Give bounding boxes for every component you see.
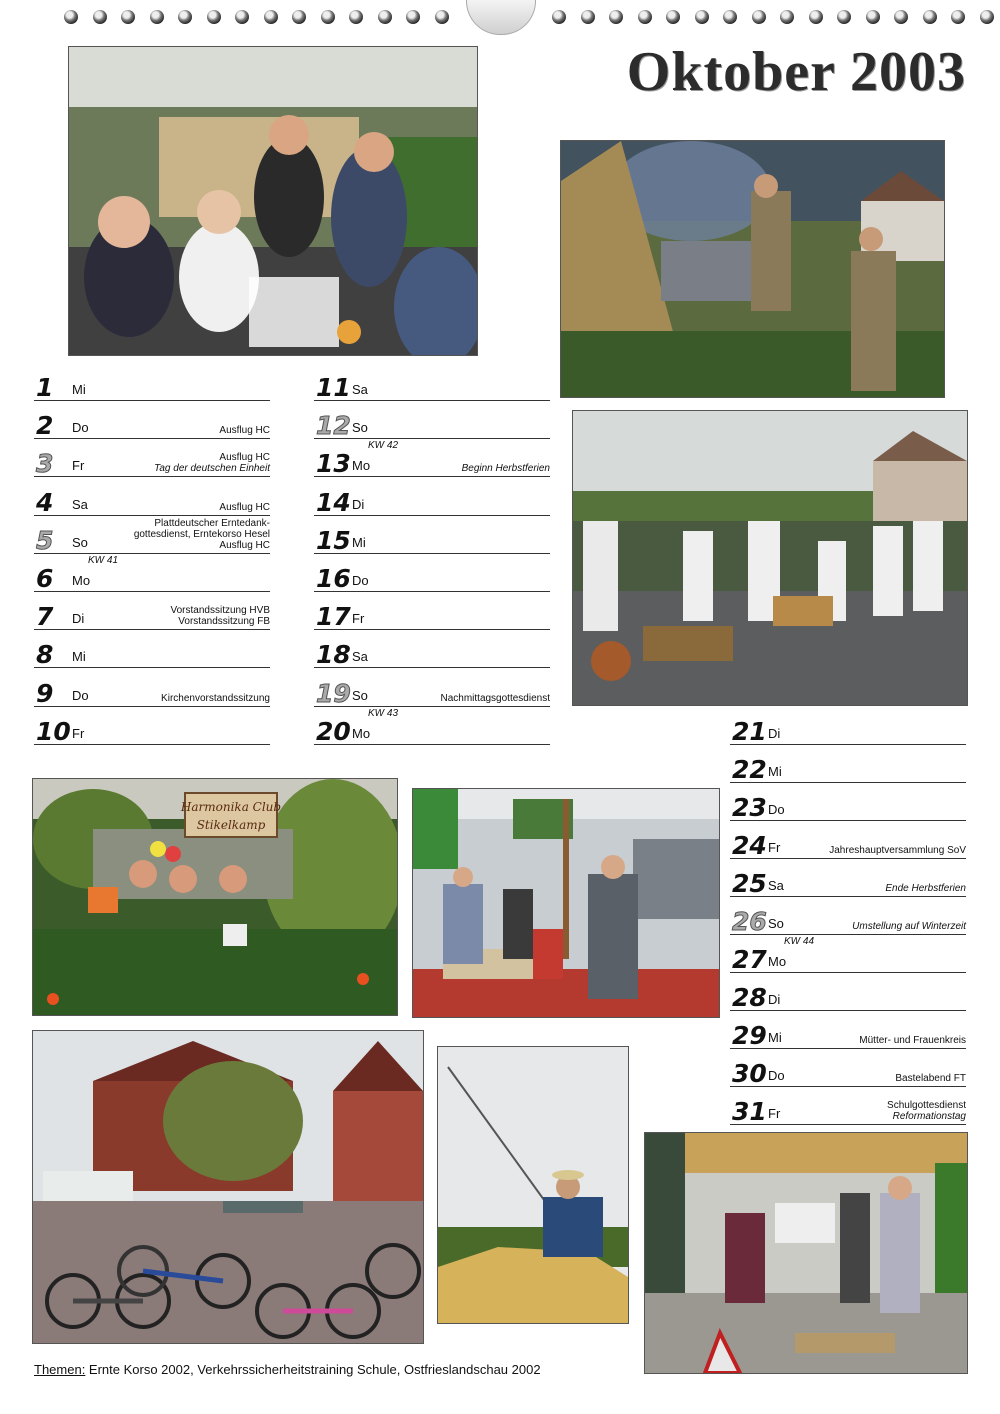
weekday: Di xyxy=(768,726,781,741)
day-number: 7 xyxy=(36,602,54,632)
event-text: Ausflug HC xyxy=(219,501,270,513)
day-row xyxy=(314,593,550,630)
themes-label: Themen: xyxy=(34,1362,86,1377)
day-number: 23 xyxy=(732,793,767,822)
day-row xyxy=(314,402,550,439)
day-number: 17 xyxy=(316,602,351,632)
day-row xyxy=(314,517,550,554)
event-text: Umstellung auf Winterzeit xyxy=(852,921,966,932)
day-number: 16 xyxy=(316,564,351,593)
spiral-ring xyxy=(150,10,164,24)
footer-themes xyxy=(34,1362,541,1377)
day-number: 9 xyxy=(36,678,54,708)
spiral-ring xyxy=(378,10,392,24)
day-number: 12 xyxy=(316,411,351,441)
spiral-ring xyxy=(121,10,135,24)
day-row xyxy=(730,898,966,935)
day-row xyxy=(314,708,550,745)
weekday: Mo xyxy=(72,573,91,588)
day-row xyxy=(34,517,270,554)
spiral-ring xyxy=(207,10,221,24)
themes-text: Ernte Korso 2002, Verkehrssicherheitstraining Schule, Ostfrieslandschau 2002 xyxy=(85,1362,541,1377)
weekday: Di xyxy=(768,992,781,1007)
day-number: 11 xyxy=(316,373,351,402)
weekday: Di xyxy=(352,496,365,512)
day-event xyxy=(161,693,270,704)
day-number: 26 xyxy=(732,907,767,936)
sign-line-1: Harmonika Club xyxy=(180,800,282,814)
weekday: Mo xyxy=(768,954,787,969)
weekday: Sa xyxy=(72,496,88,512)
day-row xyxy=(34,555,270,592)
spiral-ring xyxy=(837,10,851,24)
weekday: Mo xyxy=(352,725,371,741)
weekday: Do xyxy=(352,573,369,588)
spiral-ring xyxy=(923,10,937,24)
day-event xyxy=(859,1035,966,1046)
weekday: So xyxy=(352,420,368,436)
spiral-ring xyxy=(93,10,107,24)
event-text: Beginn Herbstferien xyxy=(461,463,550,475)
day-event xyxy=(171,605,271,627)
day-row xyxy=(730,1012,966,1049)
spiral-ring xyxy=(638,10,652,24)
spiral-ring xyxy=(552,10,566,24)
weekday: Do xyxy=(768,802,785,817)
weekday: So xyxy=(352,687,368,703)
event-text: Vorstandssitzung HVB Vorstandssitzung FB xyxy=(170,605,270,628)
spiral-ring xyxy=(435,10,449,24)
day-row xyxy=(314,631,550,668)
day-event xyxy=(219,502,270,513)
spiral-ring xyxy=(581,10,595,24)
spiral-ring xyxy=(609,10,623,24)
day-number: 5 xyxy=(36,525,54,555)
day-event xyxy=(440,693,550,704)
weekday: Mo xyxy=(352,458,371,474)
calendar-week: KW 44 xyxy=(784,936,815,947)
photo-straw-man xyxy=(437,1046,629,1324)
event-text: Schulgottesdienst xyxy=(887,1100,966,1111)
day-row xyxy=(34,440,270,477)
day-row xyxy=(34,708,270,745)
day-number: 29 xyxy=(732,1021,767,1050)
spiral-ring xyxy=(292,10,306,24)
day-number: 31 xyxy=(732,1097,767,1126)
spiral-ring xyxy=(695,10,709,24)
weekday: Do xyxy=(768,1068,785,1083)
event-holiday-text: Reformationstag xyxy=(892,1111,966,1122)
day-row xyxy=(730,860,966,897)
weekday: Mi xyxy=(72,649,86,665)
day-row xyxy=(34,402,270,439)
spiral-ring xyxy=(349,10,363,24)
weekday: Fr xyxy=(768,840,781,855)
weekday: Do xyxy=(72,420,89,436)
day-number: 14 xyxy=(316,487,351,517)
calendar-week: KW 41 xyxy=(88,555,119,566)
spiral-ring xyxy=(980,10,994,24)
event-holiday-text: Tag der deutschen Einheit xyxy=(154,463,270,475)
day-event xyxy=(852,921,966,932)
event-text: Ausflug HC xyxy=(219,452,270,464)
day-row xyxy=(730,746,966,783)
spiral-ring xyxy=(894,10,908,24)
day-number: 4 xyxy=(36,487,54,517)
day-row xyxy=(314,440,550,477)
day-row xyxy=(34,670,270,707)
day-number: 13 xyxy=(316,449,351,479)
day-number: 22 xyxy=(732,755,767,784)
calendar-week: KW 43 xyxy=(368,707,399,719)
photo-smoke-hut xyxy=(560,140,945,398)
spiral-ring xyxy=(321,10,335,24)
day-row xyxy=(314,364,550,401)
photo-bakery-group xyxy=(68,46,478,356)
day-number: 6 xyxy=(36,564,54,593)
day-number: 19 xyxy=(316,678,351,708)
day-event xyxy=(885,883,966,894)
weekday: Fr xyxy=(72,458,85,474)
day-row xyxy=(730,974,966,1011)
event-text: Mütter- und Frauenkreis xyxy=(859,1035,966,1046)
event-text: Kirchenvorstandssitzung xyxy=(161,692,270,704)
event-text: Bastelabend FT xyxy=(895,1073,966,1084)
event-text: Nachmittagsgottesdienst xyxy=(440,692,550,704)
day-number: 1 xyxy=(36,373,54,402)
photo-ostfrieslandschau xyxy=(644,1132,968,1374)
spiral-ring xyxy=(780,10,794,24)
spiral-ring xyxy=(406,10,420,24)
day-number: 21 xyxy=(732,717,767,746)
day-number: 27 xyxy=(732,945,767,974)
spiral-ring xyxy=(64,10,78,24)
weekday: Fr xyxy=(768,1106,781,1121)
sign-line-2: Stikelkamp xyxy=(196,818,266,832)
day-event xyxy=(887,1100,966,1122)
spiral-ring xyxy=(752,10,766,24)
photo-bicycles-schoolyard xyxy=(32,1030,424,1344)
day-row xyxy=(314,670,550,707)
weekday: Mi xyxy=(768,764,782,779)
month-title: Oktober 2003 xyxy=(626,41,966,103)
event-text: Ende Herbstferien xyxy=(885,883,966,894)
event-text: Plattdeutscher Erntedank- gottesdienst, Erntekorso Hesel Ausflug HC xyxy=(133,517,270,551)
photo-harmonika-float xyxy=(32,778,398,1016)
spiral-ring xyxy=(866,10,880,24)
photo-exhibition-hall xyxy=(412,788,720,1018)
weekday: Fr xyxy=(72,725,85,741)
weekday: Di xyxy=(72,611,85,627)
spiral-ring xyxy=(178,10,192,24)
day-event xyxy=(134,518,270,551)
event-text: Jahreshauptversammlung SoV xyxy=(829,845,966,856)
day-row xyxy=(34,479,270,516)
spiral-ring xyxy=(723,10,737,24)
spiral-ring xyxy=(666,10,680,24)
weekday: Do xyxy=(72,687,89,703)
day-number: 8 xyxy=(36,640,54,670)
day-number: 20 xyxy=(316,716,351,746)
day-row xyxy=(730,1088,966,1125)
weekday: Sa xyxy=(352,649,368,665)
day-event xyxy=(895,1073,966,1084)
day-row xyxy=(314,479,550,516)
day-event xyxy=(829,845,966,856)
spiral-ring xyxy=(809,10,823,24)
day-event xyxy=(462,463,550,474)
weekday: Sa xyxy=(768,878,784,893)
day-row xyxy=(730,784,966,821)
day-number: 18 xyxy=(316,640,351,670)
spiral-ring xyxy=(235,10,249,24)
day-row xyxy=(34,364,270,401)
day-row xyxy=(314,555,550,592)
day-row xyxy=(34,593,270,630)
day-number: 10 xyxy=(36,716,71,746)
day-number: 15 xyxy=(316,525,351,555)
weekday: Sa xyxy=(352,382,368,397)
day-number: 2 xyxy=(36,411,54,441)
day-row xyxy=(730,822,966,859)
weekday: So xyxy=(72,534,88,550)
day-number: 28 xyxy=(732,983,767,1012)
spiral-ring xyxy=(264,10,278,24)
weekday: So xyxy=(768,916,784,931)
event-text: Ausflug HC xyxy=(219,425,270,437)
photo-parade-euro xyxy=(572,410,968,706)
day-row xyxy=(730,708,966,745)
weekday: Mi xyxy=(768,1030,782,1045)
day-row xyxy=(730,936,966,973)
day-row xyxy=(34,631,270,668)
day-event xyxy=(219,425,270,436)
day-event xyxy=(154,452,270,474)
calendar-week: KW 42 xyxy=(368,440,399,452)
day-number: 24 xyxy=(732,831,767,860)
spiral-ring xyxy=(951,10,965,24)
day-row xyxy=(730,1050,966,1087)
day-number: 30 xyxy=(732,1059,767,1088)
weekday: Mi xyxy=(72,382,86,397)
weekday: Mi xyxy=(352,534,366,550)
weekday: Fr xyxy=(352,611,365,627)
day-number: 3 xyxy=(36,449,54,479)
day-number: 25 xyxy=(732,869,767,898)
